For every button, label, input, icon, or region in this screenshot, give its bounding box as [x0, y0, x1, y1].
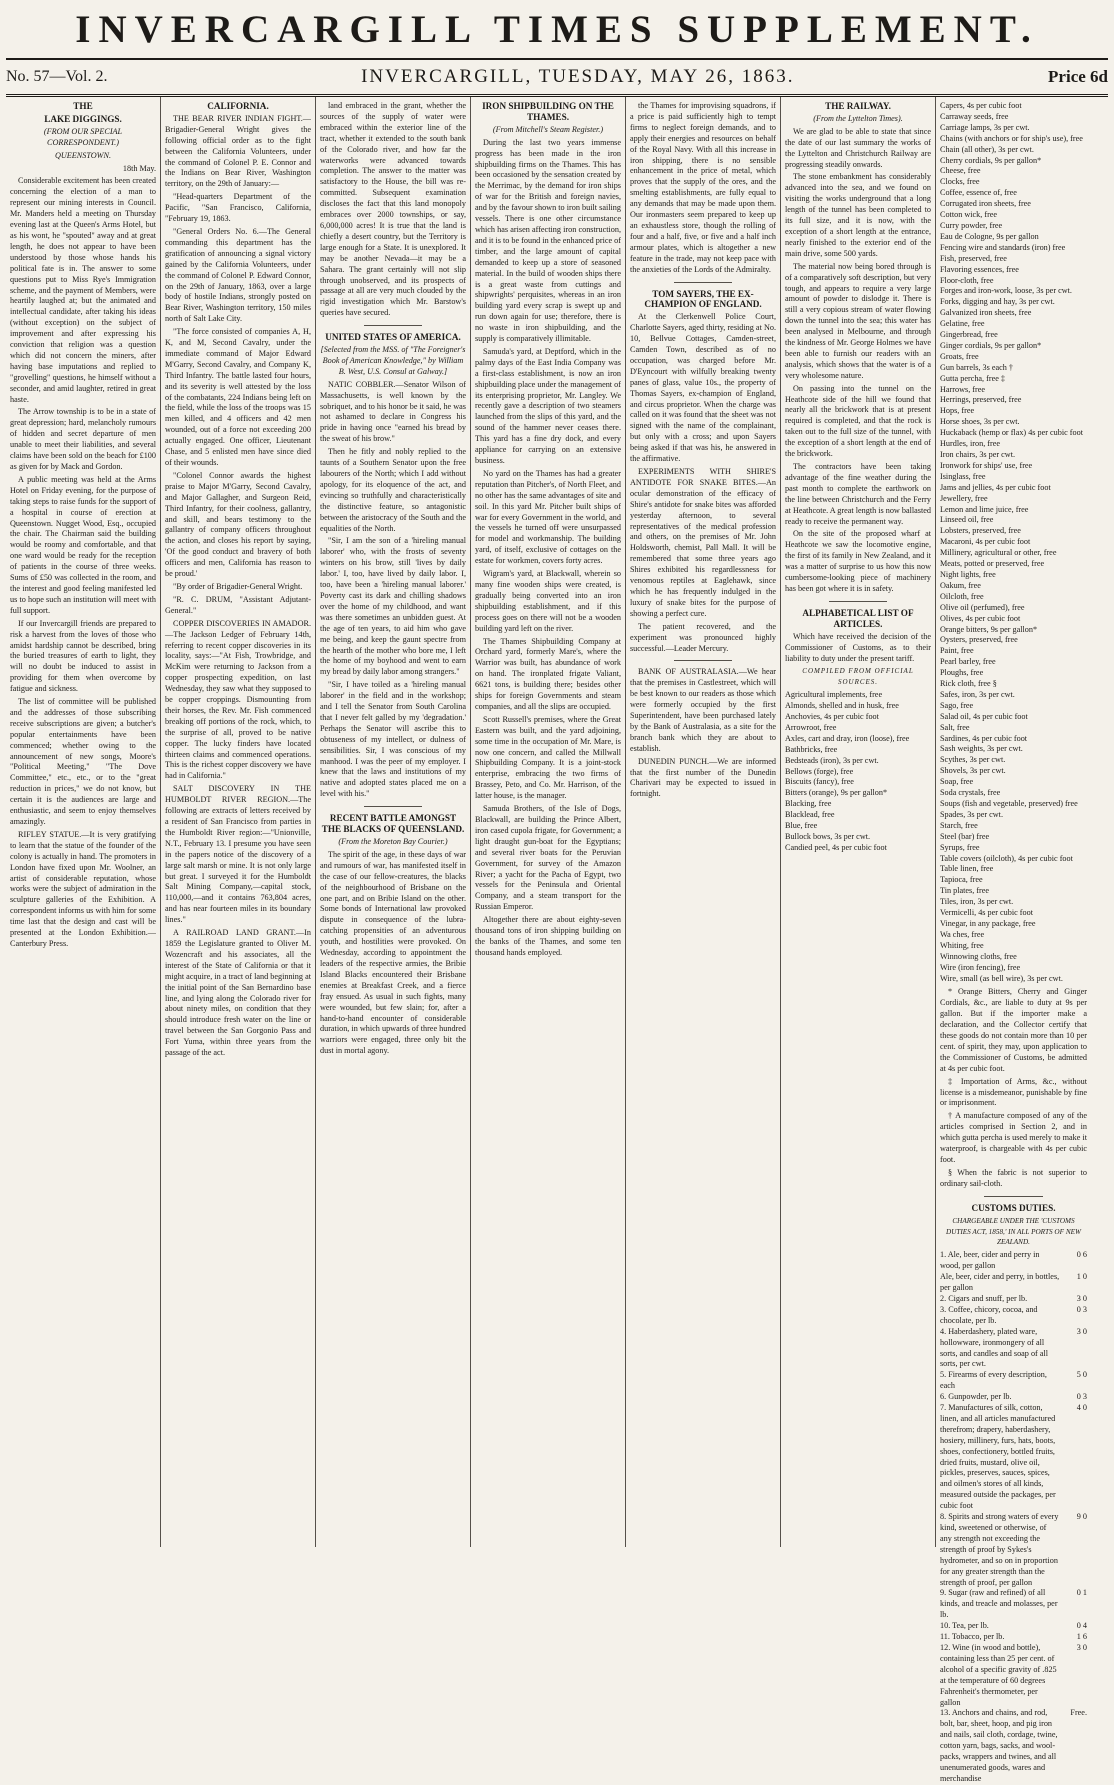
paragraph: NATIC COBBLER.—Senator Wilson of Massachusetts, is well known by the sobriquet, and to his honor be it said, he was not ashamed to declare in Congress his pride in having once "earned his bread by the sweat of his brow." [320, 379, 466, 444]
list-item: Gingerbread, free [940, 330, 998, 340]
list-item: Harrows, free [940, 384, 986, 394]
list-item: Horse shoes, 3s per cwt. [940, 417, 1020, 427]
duty-rate: 3 0 [1076, 1326, 1087, 1336]
issue-price: Price 6d [1048, 67, 1108, 86]
columns [6, 97, 1108, 1783]
list-item: Bathbricks, free [785, 744, 838, 754]
duty-rate: 4 0 [1076, 1403, 1087, 1413]
article-source: (From the Lyttelton Times). [813, 113, 903, 123]
list-item: Wire (iron fencing), free [940, 962, 1021, 972]
list-item: Soda crystals, free [940, 788, 1001, 798]
paragraph: "The force consisted of companies A, H, K, and M, Second Cavalry, under the immediate command of Major Edward M'Garry, Second Cavalry, and Company K, Third Infantry. The battle lasted four hours, and its severity is well attested by the loss of the combatants, 224 Indians being left on the field, while the loss of the troops was 15 men killed, and 4 officers and 42 men wounded, out of a force not exceeding 200 actually engaged. One officer, Lieutenant Chase, and 5 enlisted men have since died of their wounds. [165, 327, 311, 467]
paragraph: RIFLEY STATUE.—It is very gratifying to learn that the statue of the founder of the colony is actually in hand. The promoters in London have fixed upon Mr. Woolner, an artist of considerable reputation, whose works were the subject of admiration in the sculpture galleries of the Exhibition. A correspondent informs us with him for some time last that the design and cast will be presented at the London Exhibition.—Canterbury Press. [10, 829, 156, 948]
duty-rate: Free. [1070, 1708, 1087, 1718]
divider [829, 601, 887, 602]
masthead [6, 0, 1108, 60]
list-item: Almonds, shelled and in husk, free [785, 701, 899, 711]
list-item: Meats, potted or preserved, free [940, 559, 1045, 569]
paragraph: Wigram's yard, at Blackwall, wherein so many fine wooden ships were created, is gradually being converted into an iron shipbuilding establishment, and if this process goes on there will not be a wooden building yard left on the river. [475, 569, 621, 633]
article-byline: (FROM OUR SPECIAL CORRESPONDENT.) [43, 126, 123, 147]
article-body [630, 101, 776, 276]
duty-item: 4. Haberdashery, plated ware, hollowware, ironmongery of all sorts, and candles and soap of all sorts, per cwt. [940, 1326, 1049, 1369]
list-item: Eau de Cologne, 9s per gallon [940, 231, 1039, 241]
list-item: Night lights, free [940, 569, 996, 579]
article-heading: ALPHABETICAL LIST OF ARTICLES. [802, 607, 914, 629]
paragraph: Altogether there are about eighty-seven thousand tons of iron shipping building on the banks of the Thames, and some ten thousand hands employed. [475, 915, 621, 957]
list-item: Jewellery, free [940, 493, 988, 503]
list-item: Blue, free [785, 821, 818, 831]
list-item: Ironwork for ships' use, free [940, 460, 1033, 470]
list-item: Tin plates, free [940, 886, 990, 896]
article-body [320, 380, 466, 800]
duty-row [940, 1512, 1087, 1588]
list-item: Steel (bar) free [940, 831, 990, 841]
list-item: Soap, free [940, 777, 974, 787]
article-subheading: CHARGEABLE UNDER THE 'CUSTOMS DUTIES ACT, 1858,' IN ALL PORTS OF NEW ZEALAND. [946, 1216, 1081, 1247]
list-item: Winnowing cloths, free [940, 951, 1017, 961]
column-7 [936, 97, 1091, 1783]
duty-rate: 3 0 [1076, 1293, 1087, 1303]
list-item: Carraway seeds, free [940, 111, 1009, 121]
paragraph: Considerable excitement has been created concerning the election of a man to represent our mining interests in Council. Mr. Manders held a meeting on Thursday evening last at the Queen's Arms Hotel, but as his wont, he "spouted" away and at great length, he does not appear to have been understood by those whose hands his political fate is in. The answer to some questions put to Miss Rye's Immigration scheme, and the payment of Members, were heartily laughed at; but the animated and intellectual candidate, after taking his ideas (without exception) on the subject of improvement and after expressing his conviction that religion was a question which did not concern the miners, after having base imputations and replied to "grovelling" questions, he himself without a seconder, and amid laughter, retired in great haste. [10, 176, 156, 404]
list-item: Wire, small (as bell wire), 3s per cwt. [940, 973, 1063, 983]
list-item: Carriage lamps, 3s per cwt. [940, 122, 1030, 132]
article-body [475, 138, 621, 959]
divider [674, 660, 732, 661]
list-notes [940, 987, 1087, 1189]
article-date: 18th May. [122, 163, 156, 173]
paragraph: "Head-quarters Department of the Pacific, "San Francisco, California, "February 19, 1863. [165, 192, 311, 224]
list-item: Oakum, free [940, 580, 981, 590]
list-item: Gun barrels, 3s each † [940, 362, 1013, 372]
article-heading: IRON SHIPBUILDING ON THE THAMES. [482, 101, 614, 122]
article-heading: TOM SAYERS, THE EX-CHAMPION OF ENGLAND. [644, 288, 762, 310]
divider [364, 806, 422, 807]
list-item: Sash weights, 3s per cwt. [940, 744, 1023, 754]
paragraph: We are glad to be able to state that since the date of our last summary the works of the Lyttelton and Christchurch Railway are progressing steadily onwards. [785, 126, 931, 169]
column-1 [6, 97, 161, 1547]
list-item: Soups (fish and vegetable, preserved) free [940, 799, 1078, 808]
list-item: Spades, 3s per cwt. [940, 809, 1003, 819]
duty-item: 3. Coffee, chicory, cocoa, and chocolate, per lb. [940, 1304, 1038, 1325]
paragraph: § When the fabric is not superior to ordinary sail-cloth. [940, 1167, 1087, 1188]
column-5 [626, 97, 781, 1547]
list-item: Tiles, iron, 3s per cwt. [940, 897, 1014, 907]
duty-item: 9. Sugar (raw and refined) of all kinds, and treacle and molasses, per lb. [940, 1588, 1058, 1620]
list-item: Lemon and lime juice, free [940, 504, 1029, 514]
issue-date: INVERCARGILL, TUESDAY, MAY 26, 1863. [361, 66, 795, 87]
paragraph: The list of committee will be published and the addresses of those subscribing receive subscriptions are given; a butcher's popular entertainments have been commenced; whether owing to the announcement of new songs, Moore's "Political Meeting," "The Dove Committee," etc., etc., or to the "great reduction in prices," we do not know, but certain it is the audiences are large and enthusiastic, and seem to enjoy themselves amazingly. [10, 697, 156, 826]
paragraph: SALT DISCOVERY IN THE HUMBOLDT RIVER REGION.—The following are extracts of letters received by a resident of San Francisco from parties in the Humboldt River region:—"Unionville, N.T., February 13. I presume you have seen in the papers notice of the discovery of a large salt marsh or mine. It is not only large but great. I surveyed it for the Humboldt Salt Mining Company,—capital stock, 110,000,—and it contains 763,804 acres, and has near fourteen miles in its boundary lines." [165, 784, 311, 925]
list-item: Tapioca, free [940, 875, 983, 885]
list-item: Vermicelli, 4s per cubic foot [940, 908, 1033, 918]
duty-item: 12. Wine (in wood and bottle), containing less than 25 per cent. of alcohol of a specific gravity of .825 at the temperature of 60 degrees Fahrenheit's thermometer, per gallon [940, 1642, 1057, 1707]
list-item: Olive oil (perfumed), free [940, 602, 1025, 612]
list-item: Oysters, preserved, free [940, 635, 1018, 645]
paragraph: The material now being bored through is of a comparatively soft description, but very tough, and appears to require a very large amount of powder to dislodge it. There is still a very copious stream of water flowing down the tunnel into the sea; this water has been analysed in Melbourne, and through the kindness of Mr. George Holmes we have been able to furnish our readers with an analysis, which shows that the water is of a very wholesome nature. [785, 261, 931, 380]
list-item: Oilcloth, free [940, 591, 984, 601]
list-item: Gelatine, free [940, 319, 985, 329]
list-item: Jams and jellies, 4s per cubic foot [940, 482, 1051, 492]
paragraph: "Colonel Connor awards the highest praise to Major M'Garry, Second Cavalry, and Major Gallagher, and Surgeon Reid, Third Infantry, for their coolness, gallantry, and skill, and bears testimony to the gallantry of company officers throughout the action, and closes his report by saying, 'Of the good conduct and bravery of both officers and men, California has reason to be proud.' [165, 470, 311, 579]
dateline-bar [6, 60, 1108, 97]
list-item: Linseed oil, free [940, 515, 994, 525]
list-item: Chain (all other), 3s per cwt. [940, 144, 1034, 154]
duty-rate: 1 6 [1076, 1632, 1087, 1642]
duty-rate: 0 3 [1076, 1304, 1087, 1314]
article-list [785, 690, 931, 854]
list-item: Table covers (oilcloth), 4s per cubic foot [940, 853, 1073, 863]
paragraph: "General Orders No. 6.—The General commanding this department has the gratification of announcing a signal victory gained by the California Volunteers, under the command of Colonel P. Edward Connor, on the 29th of January, 1863, over a large body of hostile Indians, strongly posted on Bear River, Washington territory, 150 miles north of Salt Lake City. [165, 226, 311, 324]
paragraph: the Thames for improvising squadrons, if a price is paid sufficiently high to tempt firms to neglect foreign demands, and to apply their energies and resources on behalf of the Royal Navy. With all this increase in iron shipping, there is no sensible enhancement in the price of metal, which proves that the supply of the ores, and the smelting establishments, are fully equal to any demands that may be made upon them. Our ironmasters seem prepared to keep up an exhaustless store, though the rolling of four and a half, five, or five and a half inch armour plates, which is altogether a new feature in the trade, may not keep pace with the anxieties of the Lords of the Admiralty. [630, 101, 776, 274]
divider [364, 325, 422, 326]
duty-item: 13. Anchors and chains, and rod, bolt, bar, sheet, hoop, and pig iron and nails, sail cloth, cordage, twine, cotton yarn, bags, sacks, and wool-packs, wrappers and twines, and all unenumerated goods, wares and merchandise [940, 1708, 1058, 1783]
duty-row [940, 1250, 1087, 1272]
duty-item: Ale, beer, cider and perry, in bottles, per gallon [940, 1272, 1060, 1293]
duty-rate: 1 0 [1076, 1272, 1087, 1282]
list-item: Ginger cordials, 9s per gallon* [940, 340, 1042, 350]
article-heading: CUSTOMS DUTIES. [971, 1202, 1056, 1213]
list-item: Coffee, essence of, free [940, 188, 1017, 198]
article-source: (From Mitchell's Steam Register.) [492, 124, 604, 134]
duty-item: 2. Cigars and snuff, per lb. [940, 1293, 1028, 1303]
paragraph: The Arrow township is to be in a state of great depression; hard, melancholy rumours of hidden and secret departure of men unable to meet their liabilities, and several claims have been sold on the beach for £100 as given for by Mack and Gordon. [10, 407, 156, 471]
list-item: Macaroni, 4s per cubic foot [940, 537, 1031, 547]
paragraph: COPPER DISCOVERIES IN AMADOR.—The Jackson Ledger of February 14th, referring to recent copper discoveries in its locality, says:—"At Fish, Trowbridge, and McKim were returning to Jackson from a copper prospecting expedition, on last Wednesday, they saw what they supposed to be copper croppings. Dismounting from their horses, the Rev. Mr. Fish commenced breaking off portions of the rock, which, to the surprise of all, proved to be native copper. The lucky finders have located thirteen claims and commenced operations. This is the richest copper discovery we have had in California." [165, 618, 311, 781]
list-item: Galvanized iron sheets, free [940, 308, 1032, 318]
paragraph: "Sir, I am the son of a 'hireling manual laborer' who, with the frosts of seventy winters on his brow, still 'lives by daily labor.' I, too, have lived by daily labor. I, too, have been a 'hireling manual laborer.' Poverty cast its dark and chilling shadows over the home of my childhood, and want was there sometimes an unbidden guest. At the age of ten years, to aid him who gave me being, and keep the gaunt spectre from the hearth of the mother who bore me, I left the home of my boyhood and went to earn my bread by daily labor among strangers." [320, 536, 466, 677]
list-item: Gutta percha, free ‡ [940, 373, 1006, 383]
duty-row [940, 1272, 1087, 1294]
list-item: Floor-cloth, free [940, 275, 994, 285]
paragraph: Samuda's yard, at Deptford, which in the palmy days of the East India Company was a first-class establishment, is now an iron shipbuilding place under the management of its enterprising proprietor, Mr. Langley. We recently gave a description of two steamers launched from the slips of this yard, and the sound of the hammer never ceases there. This yard has a fine dry dock, and every appliance for carrying on an extensive business. [475, 346, 621, 465]
list-item: Cherry cordials, 9s per gallon* [940, 155, 1042, 165]
list-item: Biscuits (fancy), free [785, 777, 854, 787]
list-item: Ploughs, free [940, 668, 984, 678]
duty-row [940, 1643, 1087, 1708]
article-list [940, 101, 1087, 984]
list-item: Flavoring essences, free [940, 264, 1019, 274]
list-item: Anchovies, 4s per cubic foot [785, 712, 879, 722]
list-item: Cheese, free [940, 166, 981, 176]
list-item: Candied peel, 4s per cubic foot [785, 842, 887, 852]
list-item: Salt, free [940, 722, 970, 732]
list-compiled-note: COMPILED FROM OFFICIAL SOURCES. [802, 667, 914, 687]
divider [674, 282, 732, 283]
paragraph: "Sir, I have toiled as a 'hireling manual laborer' in the field and in the workshop; and I tell the Senator from South Carolina that I never felt galled by my 'degradation.' Perhaps the Senator will ascribe this to obtuseness of my intellect, or dulness of sensibilities. Sir, I was conscious of my manhood. I was the peer of my employer. I knew that the laws and institutions of my native and adopted states placed me on a level with his." [320, 680, 466, 799]
duty-rate: 3 0 [1076, 1642, 1087, 1652]
issue-number: No. 57—Vol. 2. [6, 68, 108, 85]
list-item: Forges and iron-work, loose, 3s per cwt. [940, 286, 1072, 296]
article-body [630, 312, 776, 654]
list-item: Hops, free [940, 406, 975, 416]
divider [984, 1196, 1043, 1197]
article-place: QUEENSTOWN. [54, 150, 112, 160]
duty-row [940, 1621, 1087, 1632]
list-item: Bellows (forge), free [785, 766, 854, 776]
duty-rate: 0 3 [1076, 1392, 1087, 1402]
column-6 [781, 97, 936, 1547]
duty-row [940, 1632, 1087, 1643]
list-item: Vinegar, in any package, free [940, 918, 1036, 928]
duty-rate: 0 6 [1076, 1250, 1087, 1260]
list-item: Lobsters, preserved, free [940, 526, 1021, 536]
article-heading: UNITED STATES OF AMERICA. [325, 332, 461, 343]
paragraph: On the site of the proposed wharf at Heathcote we saw the locomotive engine, the first of its family in New Zealand, and it was a matter of surprise to us how this now cumbersome-looking piece of machinery has been got where it is in safety. [785, 529, 931, 593]
article-heading: THE RAILWAY. [825, 101, 891, 111]
duty-rate: 5 0 [1076, 1370, 1087, 1380]
list-item: Capers, 4s per cubic foot [940, 101, 1022, 110]
list-item: Fencing wire and standards (iron) free [940, 242, 1066, 252]
paragraph: The stone embankment has considerably advanced into the sea, and we found on visiting the works underground that a long length of the tunnel has been completed to its full size, and it is now, with the exception of a short length at the entrance, nearly finished to the exterior end of the main drive, some 500 yards. [785, 172, 931, 258]
paragraph: At the Clerkenwell Police Court, Charlotte Sayers, aged thirty, residing at No. 10, Bellvue Cottages, Camden-street, Camden Town, described as of no occupation, was charged before Mr. D'Eyncourt with wilfully breaking twenty panes of glass, value 10s., the property of Thomas Sayers, ex-champion of England, and circus proprietor. When the charge was called on it was found that the sheet was not signed with the name of the complainant, but only with a cross; and upon Sayers being asked if that was his, he answered in the affirmative. [630, 312, 776, 464]
duty-row [940, 1708, 1087, 1784]
paragraph: † A manufacture composed of any of the articles comprised in Section 2, and in which gutta percha is used merely to make it waterproof, is chargeable with 4s per cubic foot. [940, 1111, 1087, 1164]
paragraph: "By order of Brigadier-General Wright. [173, 581, 303, 591]
list-item: Bullock bows, 3s per cwt. [785, 832, 871, 841]
list-item: Clocks, free [940, 177, 980, 187]
list-item: Forks, digging and hay, 3s per cwt. [940, 297, 1055, 307]
list-item: Hurdles, iron, free [940, 439, 1001, 449]
news-item-bank: BANK OF AUSTRALASIA.—We hear that the premises in Castlestreet, which will be best known to our readers as those which were formerly occupied by the first Superintendent, have been purchased lately by the Bank of Australasia, as a site for the branch bank which they are about to establish. [630, 667, 776, 753]
list-item: Cotton wick, free [940, 210, 998, 220]
paragraph: Scott Russell's premises, where the Great Eastern was built, and the yard adjoining, some time in the occupation of Mr. Mare, is now one concern, and called the Millwall Shipbuilding Company. It is a joint-stock enterprise, embracing the two firms of Brassey, Peto, and Co. Mr. Harrison, of the latter house, is the manager. [475, 714, 621, 801]
list-item: Safes, iron, 3s per cwt. [940, 689, 1015, 699]
list-item: Pearl barley, free [940, 657, 996, 667]
list-item: Rick cloth, free § [940, 679, 997, 689]
list-item: Arrowroot, free [785, 722, 837, 732]
article-body [165, 114, 311, 1059]
article-source: (From the Moreton Bay Courier.) [338, 837, 448, 846]
duty-rate: 0 4 [1076, 1621, 1087, 1631]
article-heading: LAKE DIGGINGS. [44, 113, 122, 124]
column-4 [471, 97, 626, 1547]
list-item: Bitters (orange), 9s per gallon* [785, 788, 888, 798]
paragraph: If our Invercargill friends are prepared to risk a harvest from the loves of those who amidst hardship cannot be described, bring the buried treasures of earth to light, they will no doubt be induced to assist in providing for them when overcome by fatigue and sickness. [10, 618, 156, 694]
list-item: Groats, free [940, 351, 979, 361]
duty-row [940, 1403, 1087, 1512]
list-item: Table linen, free [940, 864, 994, 874]
list-item: Paint, free [940, 646, 974, 656]
paragraph: Then he fitly and nobly replied to the taunts of a Southern Senator upon the free labourers of the North; which I add without apology, for its eloquence of the act, and evincing so truthfully and characteristically the distinctive feature, so antagonistic between the aristocracy of the South and the equalities of the North. [320, 447, 466, 533]
duty-row [940, 1588, 1087, 1621]
article-body [10, 176, 156, 949]
article-body [320, 850, 466, 1057]
paragraph: During the last two years immense progress has been made in the iron shipbuilding firms on the Thames. This has been occasioned by the sensation created by the Merrimac, by the demand for iron ships of war for the British and foreign navies, and by the favour shown to iron built sailing vessels. There is one other circumstance which has arisen affecting iron construction, and it is to be found in the enhanced price of timber, and the large amount of capital demanded to keep up a store of seasoned material. In the build of wooden ships there is a great waste from cuttings and shipwrights' perquisites, whereas in an iron building yard every scrap is swept up and run down again for use; therefore, there is no waste in iron shipbuilding, and the supply is comparatively illimitable. [475, 137, 621, 344]
duty-item: 7. Manufactures of silk, cotton, linen, and all articles manufactured therefrom; drapery, haberdashery, hosiery, millinery, furs, hats, boots, shoes, confectionery, bottled fruits, dried fruits, mustard, olive oil, pickles, preserves, sauces, spices, and oilmen's stores of all kinds, measured outside the packages, per cubic foot [940, 1403, 1056, 1511]
column-2 [161, 97, 316, 1547]
paragraph: Samuda Brothers, of the Isle of Dogs, Blackwall, are building the Prince Albert, iron cased cupola frigate, for Government; a light draught gun-boat for the Egyptians; and several river boats for the Peruvian Government, for survey of the Amazon River; a yacht for the Pacha of Egypt, two vessels for the Peninsula and Oriental Company, and a steam transport for the Russian Emperor. [475, 804, 621, 912]
list-item: Starch, free [940, 820, 978, 830]
paragraph: The spirit of the age, in these days of war and rumours of war, has manifested itself in the case of our fellow-creatures, the blacks of the neighbourhood of Brisbane on the one part, and on Bribie Island on the other. Some bonds of International law provoked dispute in consequence of the lubra-catching propensities of an adventurous youth, and hostilities were provoked. On Wednesday, according to appointment the leaders of the respective armies, the Bribie Island Blacks encountered their Brisbane enemies at Breakfast Creek, and a fierce fray ensued. As usual in such fights, many were wounded, but few slain; for, after a hand-to-hand encounter of considerable duration, in which upwards of three hundred warriors were engaged, three only bit the dust in mortal agony. [320, 849, 466, 1056]
list-item: Fish, preserved, free [940, 253, 1007, 263]
list-item: Bedsteads (iron), 3s per cwt. [785, 755, 879, 765]
list-item: Corrugated iron sheets, free [940, 199, 1031, 209]
article-heading: THE [73, 101, 93, 111]
list-item: Whiting, free [940, 940, 984, 950]
list-item: Sardines, 4s per cubic foot [940, 733, 1028, 743]
paragraph: "R. C. DRUM, "Assistant Adjutant-General." [165, 594, 311, 615]
duty-row [940, 1294, 1087, 1305]
list-item: Herrings, preserved, free [940, 395, 1022, 405]
paragraph: * Orange Bitters, Cherry and Ginger Cordials, &c., are liable to duty at 9s per gallon. But if the importer make a declaration, and the Collector certify that these goods do not contain more than 10 per cent. of spirit, they may, upon application to the Commissioner of Customs, be admitted at 4s per cubic foot. [940, 987, 1087, 1073]
list-item: Wa ches, free [940, 929, 985, 939]
list-item: Shovels, 3s per cwt. [940, 766, 1006, 776]
list-item: Iron chairs, 3s per cwt. [940, 450, 1016, 459]
article-heading: RECENT BATTLE AMONGST THE BLACKS OF QUEENSLAND. [321, 813, 465, 835]
paragraph: A public meeting was held at the Arms Hotel on Friday evening, for the purpose of taking steps to raise funds for the support of a hospital in course of erection at Queenstown. Nugget Wood, Esq., occupied the chair. The Chairman said the building would be roomy and comfortable, and that one ward would be ready for the reception of patients in the course of three weeks. Sums of £50 was collected in the room, and the interest and good feeling manifested led us to hope such an institution will meet with full support. [10, 474, 156, 615]
paragraph: The patient recovered, and the experiment was pronounced highly successful.—Leader Mercury. [630, 621, 776, 653]
duty-item: 11. Tobacco, per lb. [940, 1632, 1005, 1642]
duties-table [940, 1250, 1087, 1784]
paragraph: EXPERIMENTS WITH SHIRE'S ANTIDOTE FOR SNAKE BITES.—An ocular demonstration of the efficacy of Shire's antidote for snake bites was afforded yesterday afternoon, to several representatives of the medical profession and others, on the premises of Mr. John Holdsworth, chemist, Pall Mall. It will be remembered that some three years ago Shires exhibited his regardlessness for venomous reptiles at Eaglehawk, since which he has frequently indulged in the luxury of snake bites for the purpose of showing a perfect cure. [630, 467, 776, 618]
list-item: Millinery, agricultural or other, free [940, 548, 1057, 558]
list-intro: Which have received the decision of the Commissioner of Customs, as to their liability to duty under the present tariff. [785, 631, 931, 663]
list-item: Blacking, free [785, 799, 832, 809]
duty-item: 6. Gunpowder, per lb. [940, 1392, 1012, 1402]
list-item: Salad oil, 4s per cubic foot [940, 711, 1028, 721]
duty-rate: 9 0 [1076, 1512, 1087, 1522]
duty-item: 8. Spirits and strong waters of every kind, sweetened or otherwise, of any strength not exceeding the strength of proof by Sykes's hydrometer, and so on in proportion for any greater strength than the strength of proof, per gallon [940, 1512, 1059, 1587]
list-item: Curry powder, free [940, 220, 1003, 230]
paragraph: No yard on the Thames has had a greater reputation than Pitcher's, of North Fleet, and no other has the same advantages of site and soil. In this yard Mr. Pitcher built ships of war for every Government in the world, and the vessels he turned off were unsurpassed for model and workmanship. The building yard, of itself, exclusive of cottages on the estate for workmen, covers forty acres. [475, 468, 621, 566]
paragraph: The contractors have been taking advantage of the fine weather during the past month to complete the earthwork on the line between Christchurch and the Ferry at Heathcote. A great length is now ballasted ready to receive the permanent way. [785, 462, 931, 526]
article-body [785, 127, 931, 595]
list-item: Agricultural implements, free [785, 690, 883, 700]
duty-item: 1. Ale, beer, cider and perry in wood, per gallon [940, 1250, 1040, 1271]
duty-rate: 0 1 [1076, 1588, 1087, 1598]
paragraph: THE BEAR RIVER INDIAN FIGHT.—Brigadier-General Wright gives the following official order as to the fight between the California Volunteers, under the command of Colonel P. E. Connor and the Indians on Bear River, Washington territory, on the 29th of January:— [165, 113, 311, 189]
paragraph: land embraced in the grant, whether the sources of the supply of water were embraced within the exterior line of the tract, whether it extended to the south bank of the Colorado river, and how far the waterworks were advanced towards completion. The answer to the matter was satisfactory to the House, the bill was re-committed. Subsequent examination discloses the fact that this land monopoly embraces over 2000 townships, or say, 6,000,000 acres! It is true that the land is chiefly a desert country, but the Territory is large enough for a State. It is unexplored. It may be another Nevada—it may be a Sahara. The grant certainly will not slip through unobserved, and its prospects of passage at all are very much clouded by the rigid investigation which Mr. Barstow's queries have secured. [320, 101, 466, 318]
duty-row [940, 1305, 1087, 1327]
article-heading: CALIFORNIA. [207, 101, 269, 111]
list-item: Scythes, 3s per cwt. [940, 755, 1006, 765]
newspaper-title: INVERCARGILL TIMES SUPPLEMENT. [75, 7, 1039, 51]
list-item: Orange bitters, 9s per gallon* [940, 624, 1038, 634]
list-item: Olives, 4s per cubic foot [940, 613, 1021, 623]
list-item: Chains (with anchors or for ship's use), free [940, 133, 1083, 143]
paragraph: The Thames Shipbuilding Company at Orchard yard, formerly Mare's, where the Warrior was built, has abundance of work on hand. The ironplated frigate Valiant, 6621 tons, is building there; besides other ships for foreign Governments and steam companies, and all the slips are occupied. [475, 636, 621, 711]
column-3 [316, 97, 471, 1547]
list-item: Blacklead, free [785, 810, 835, 820]
list-item: Huckaback (hemp or flax) 4s per cubic foot [940, 428, 1083, 438]
paragraph: On passing into the tunnel on the Heathcote side of the hill we found that nearly all the brickwork that is at present required is completed, and that the rock is taken out to the full size of the tunnel, with the exception of a short length at the end of the brickwork. [785, 383, 931, 459]
list-item: Isinglass, free [940, 471, 986, 481]
paragraph: ‡ Importation of Arms, &c., without license is a misdemeanor, punishable by fine or imprisonment. [940, 1076, 1087, 1108]
duty-row [940, 1392, 1087, 1403]
article-body [320, 101, 466, 319]
duty-row [940, 1370, 1087, 1392]
list-item: Axles, cart and dray, iron (loose), free [785, 733, 910, 743]
duty-row [940, 1327, 1087, 1371]
duty-item: 5. Firearms of every description, each [940, 1370, 1047, 1391]
list-item: Syrups, free [940, 842, 980, 852]
paragraph: A RAILROAD LAND GRANT.—In 1859 the Legislature granted to Oliver M. Wozencraft and his associates, all the interest of the State of California or that it might acquire, in a tract of land beginning at the initial point of the San Bernardino base line, and lying along the Colorado river for about ninety miles, on condition that they should introduce fresh water on the line or travel between the San Gorgonio Pass and Fort Yuma, within three years from the passage of the act. [165, 928, 311, 1058]
duty-item: 10. Tea, per lb. [940, 1621, 989, 1631]
news-item-punch: DUNEDIN PUNCH.—We are informed that the first number of the Dunedin Charivari may be expected to issued in fortnight. [630, 756, 776, 799]
list-item: Sago, free [940, 700, 974, 710]
article-source: [Selected from the MSS. of "The Foreigner's Book of American Knowledge," by William B. West, U.S. Consul at Galway.] [320, 345, 466, 376]
